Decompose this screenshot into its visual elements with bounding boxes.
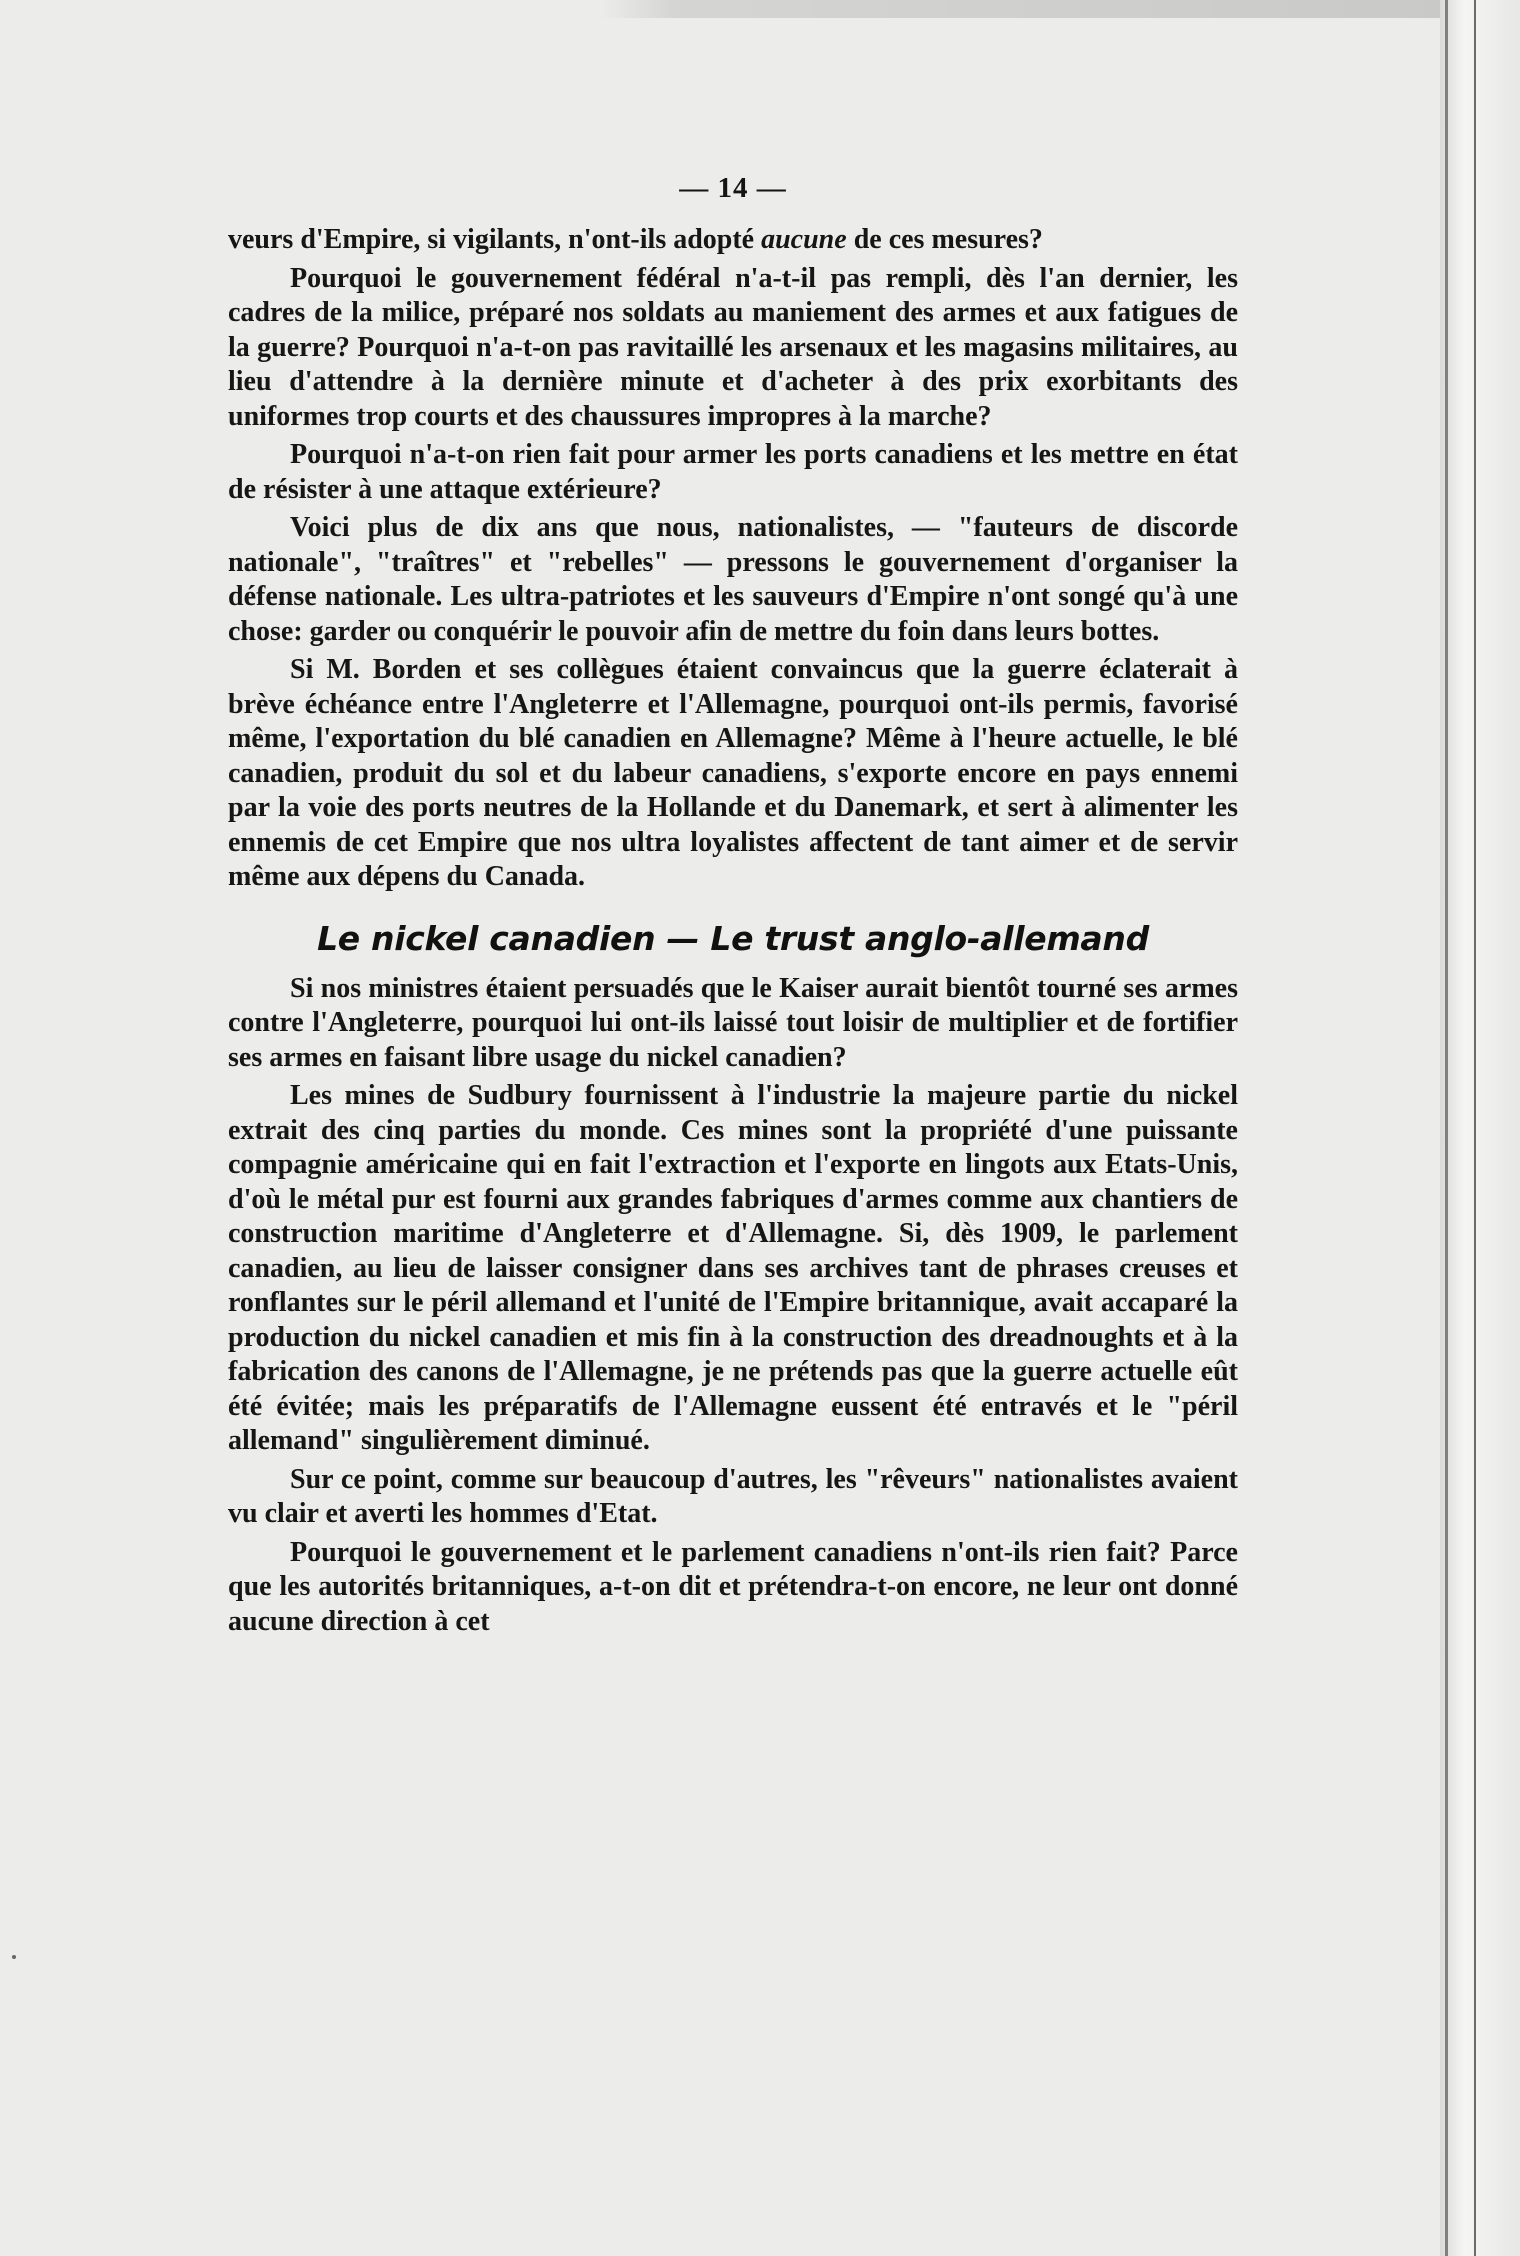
page-edge-line-outer bbox=[1474, 0, 1476, 2256]
section-paragraph-1: Si nos ministres étaient persuadés que le Kaiser aurait bientôt tourné ses armes contre l'Angleterre, pourquoi lui ont-ils laissé tout loisir de multiplier et de fortifier ses armes en faisant libre usage du nickel canadien? bbox=[228, 972, 1238, 1073]
page-content bbox=[228, 160, 1238, 1639]
page-number: — 14 — bbox=[679, 172, 787, 204]
paragraph-2: Pourquoi le gouvernement fédéral n'a-t-il pas rempli, dès l'an dernier, les cadres de la milice, préparé nos soldats au maniement des armes et aux fatigues de la guerre? Pourquoi n'a-t-on pas ravitaillé les arsenaux et les magasins militaires, au lieu d'attendre à la dernière minute et d'acheter à des prix exorbitants des uniformes trop courts et des chaussures impropres à la marche? bbox=[228, 262, 1238, 432]
page-fold-margin bbox=[1440, 0, 1520, 2256]
paragraph-1-emphasis: aucune bbox=[761, 224, 847, 255]
section-paragraph-4: Pourquoi le gouvernement et le parlement canadiens n'ont-ils rien fait? Parce que les autorités britanniques, a-t-on dit et prétendra-t-on encore, ne leur ont donné aucune direction à cet bbox=[228, 1536, 1238, 1637]
scan-top-shadow bbox=[600, 0, 1520, 18]
section-paragraph-3: Sur ce point, comme sur beaucoup d'autres, les "rêveurs" nationalistes avaient vu clair et averti les hommes d'Etat. bbox=[228, 1463, 1238, 1529]
paragraph-5: Si M. Borden et ses collègues étaient convaincus que la guerre éclaterait à brève échéance entre l'Angleterre et l'Allemagne, pourquoi ont-ils permis, favorisé même, l'exportation du blé canadien en Allemagne? Même à l'heure actuelle, le blé canadien, produit du sol et du labeur canadiens, s'exporte encore en pays ennemi par la voie des ports neutres de la Hollande et du Danemark, et sert à alimenter les ennemis de cet Empire que nos ultra loyalistes affectent de tant aimer et de servir même aux dépens du Canada. bbox=[228, 654, 1238, 892]
paragraph-1-after: de ces mesures? bbox=[846, 224, 1043, 255]
paragraph-4: Voici plus de dix ans que nous, nationalistes, — "fauteurs de discorde nationale", "traîtres" et "rebelles" — pressons le gouvernement d'organiser la défense nationale. Les ultra-patriotes et les sauveurs d'Empire n'ont songé qu'à une chose: garder ou conquérir le pouvoir afin de mettre du foin dans leurs bottes. bbox=[228, 512, 1238, 647]
section-heading: Le nickel canadien — Le trust anglo-allemand bbox=[317, 918, 1149, 958]
page-edge-line bbox=[1445, 0, 1448, 2256]
scan-speck bbox=[12, 1955, 16, 1959]
paragraph-1 bbox=[228, 223, 1238, 258]
paragraph-3: Pourquoi n'a-t-on rien fait pour armer les ports canadiens et les mettre en état de résister à une attaque extérieure? bbox=[228, 439, 1238, 505]
section-paragraph-2: Les mines de Sudbury fournissent à l'industrie la majeure partie du nickel extrait des cinq parties du monde. Ces mines sont la propriété d'une puissante compagnie américaine qui en fait l'extraction et l'exporte en lingots aux Etats-Unis, d'où le métal pur est fourni aux grandes fabriques d'armes comme aux chantiers de construction maritime d'Angleterre et d'Allemagne. Si, dès 1909, le parlement canadien, au lieu de laisser consigner dans ses archives tant de phrases creuses et ronflantes sur le péril allemand et l'unité de l'Empire britannique, avait accaparé la production du nickel canadien et mis fin à la construction des dreadnoughts et à la fabrication des canons de l'Allemagne, je ne prétends pas que la guerre actuelle eût été évitée; mais les préparatifs de l'Allemagne eussent été entravés et le "péril allemand" singulièrement diminué. bbox=[228, 1080, 1238, 1456]
paragraph-1-before: veurs d'Empire, si vigilants, n'ont-ils adopté bbox=[228, 224, 762, 255]
